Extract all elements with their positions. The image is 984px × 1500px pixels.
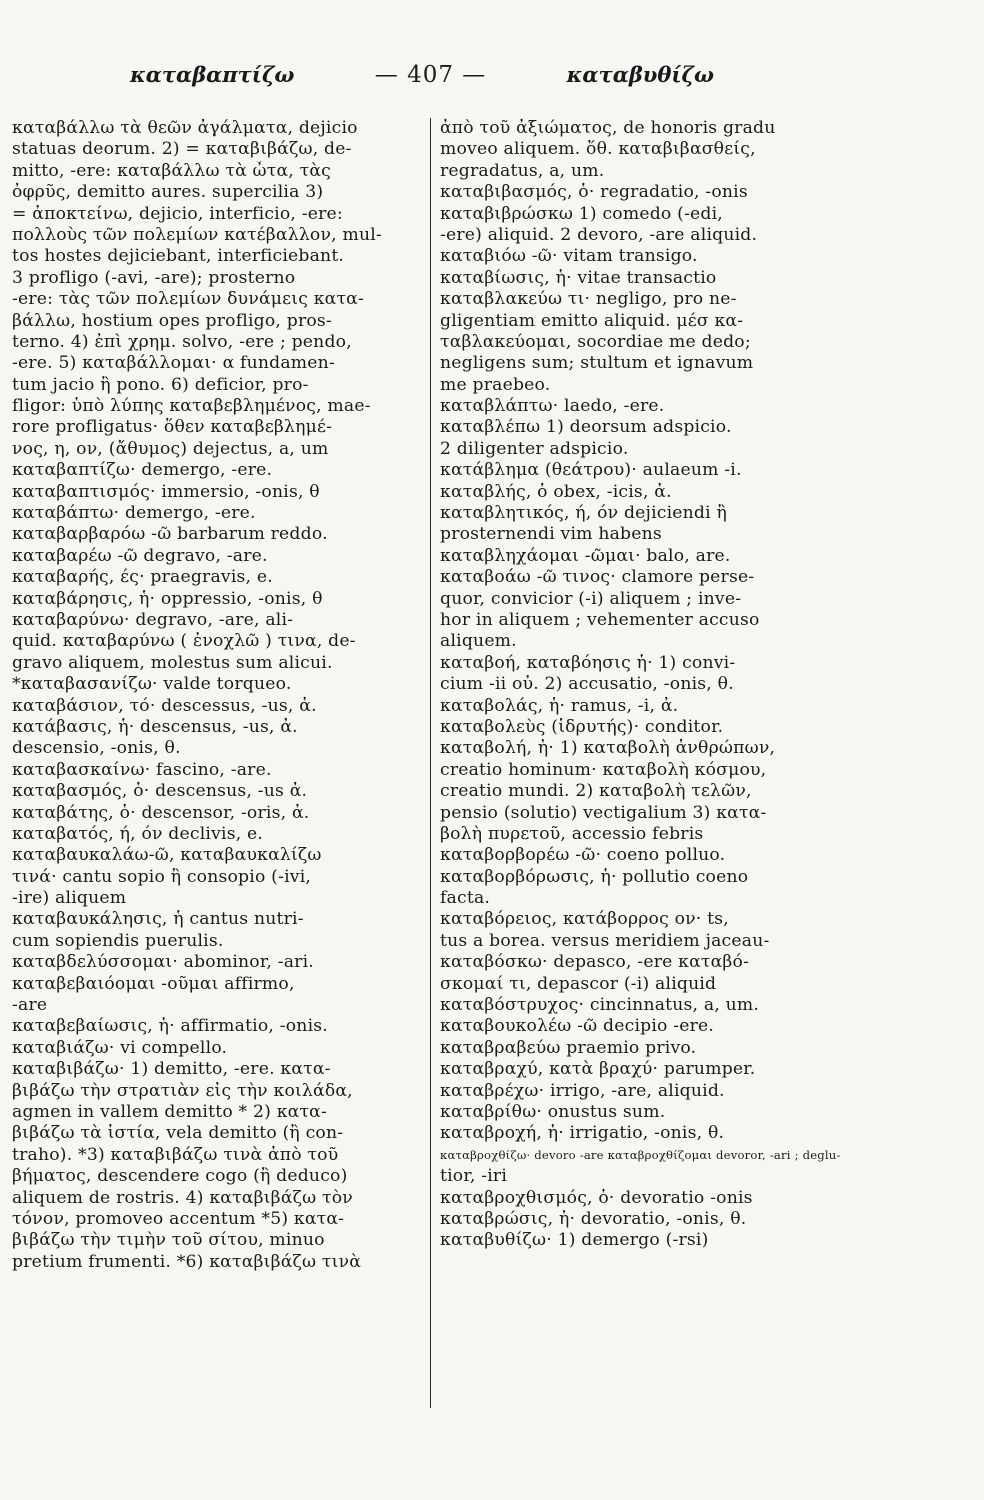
entry-line: fligor: ὑπὸ λύπης καταβεβλημένος, mae-: [12, 396, 371, 417]
entry-line: καταβάλλω τὰ θεῶν ἀγάλματα, dejicio: [12, 118, 358, 138]
entry-line: καταβροχθισμός, ὁ· devoratio -onis: [440, 1187, 753, 1208]
entry-line: καταβίωσις, ἡ· vitae transactio: [440, 267, 717, 288]
entry-line: τόνον, promoveo accentum *5) κατα-: [12, 1208, 345, 1229]
entry-line: καταβρίθω· onustus sum.: [440, 1101, 666, 1122]
entry-line: καταβοάω -ῶ τινος· clamore perse-: [440, 567, 755, 588]
entry-line: facta.: [440, 888, 491, 909]
entry-line: καταβορβορέω -ῶ· coeno polluo.: [440, 845, 726, 866]
entry-line: καταβαρύνω· degravo, -are, ali-: [12, 609, 294, 630]
entry-line: hor in aliquem ; vehementer accuso: [440, 609, 760, 630]
entry-line: -ere) aliquid. 2 devoro, -are aliquid.: [440, 224, 758, 245]
entry-line: καταβλέπω 1) deorsum adspicio.: [440, 417, 732, 438]
entry-line: καταβαρέω -ῶ degravo, -are.: [12, 545, 268, 566]
entry-line: καταβλής, ὁ obex, -icis, ἀ.: [440, 481, 672, 502]
entry-line: traho). *3) καταβιβάζω τινὰ ἀπὸ τοῦ: [12, 1144, 339, 1165]
entry-line: βήματος, descendere cogo (ἢ deduco): [12, 1166, 348, 1187]
entry-line: καταβλακεύω τι· negligo, pro ne-: [440, 289, 737, 310]
entry-line: negligens sum; stultum et ignavum: [440, 353, 754, 374]
entry-line: καταβιβρώσκω 1) comedo (-edi,: [440, 203, 723, 224]
entry-line: = ἀποκτείνω, dejicio, interficio, -ere:: [12, 203, 343, 224]
entry-line: gligentiam emitto aliquid. μέσ κα-: [440, 310, 744, 331]
entry-line: pretium frumenti. *6) καταβιβάζω τινὰ: [12, 1251, 362, 1272]
entry-line: rore profligatus· ὅθεν καταβεβλημέ-: [12, 417, 333, 438]
entry-line: καταβορβόρωσις, ἡ· pollutio coeno: [440, 866, 749, 887]
entry-line: καταβαυκαλάω-ῶ, καταβαυκαλίζω: [12, 845, 322, 866]
entry-line: descensio, -onis, θ.: [12, 738, 181, 759]
entry-line: aliquem.: [440, 631, 517, 652]
entry-line: cium -ii οὐ. 2) accusatio, -onis, θ.: [440, 674, 734, 695]
entry-line: tus a borea. versus meridiem jaceau-: [440, 930, 770, 951]
entry-line: σκομαί τι, depascor (-i) aliquid: [440, 973, 717, 994]
entry-line: βιβάζω τὰ ἱστία, vela demitto (ἢ con-: [12, 1123, 344, 1144]
entry-line: καταβόρειος, κατάβορρος ον· ts,: [440, 909, 729, 930]
entry-line: καταβολάς, ἡ· ramus, -i, ἀ.: [440, 695, 679, 716]
entry-line: καταβραχύ, κατὰ βραχύ· parumper.: [440, 1059, 756, 1080]
entry-line: καταβιόω -ῶ· vitam transigo.: [440, 246, 698, 267]
entry-line: statuas deorum. 2) = καταβιβάζω, de-: [12, 139, 352, 160]
entry-line: -ere: τὰς τῶν πολεμίων δυνάμεις κατα-: [12, 289, 364, 310]
entry-line: νος, η, ον, (ἄθυμος) dejectus, a, um: [12, 438, 329, 459]
entry-line: ὀφρῦς, demitto aures. supercilia 3): [12, 182, 324, 203]
entry-line: terno. 4) ἐπὶ χρημ. solvo, -ere ; pendo,: [12, 331, 352, 352]
running-head: [130, 62, 714, 102]
entry-line: βιβάζω τὴν τιμὴν τοῦ σίτου, minuo: [12, 1230, 325, 1251]
entry-line: καταβουκολέω -ῶ decipio -ere.: [440, 1016, 715, 1037]
entry-line: mitto, -ere: καταβάλλω τὰ ὦτα, τὰς: [12, 160, 331, 181]
entry-line: moveo aliquem. ὅθ. καταβιβασθείς,: [440, 139, 756, 160]
entry-line: καταβάπτω· demergo, -ere.: [12, 503, 256, 524]
entry-line: me praebeo.: [440, 374, 551, 395]
entry-line: καταβοή, καταβόησις ἡ· 1) convi-: [440, 652, 736, 673]
entry-line: pensio (solutio) vectigalium 3) κατα-: [440, 802, 767, 823]
entry-line: κατάβασις, ἡ· descensus, -us, ἀ.: [12, 716, 298, 737]
entry-line: agmen in vallem demitto * 2) κατα-: [12, 1101, 327, 1122]
entry-line: gravo aliquem, molestus sum alicui.: [12, 652, 333, 673]
column-divider: [430, 118, 431, 1408]
entry-line: καταβασμός, ὁ· descensus, -us ἀ.: [12, 781, 308, 802]
entry-line: τινά· cantu sopio ἢ consopio (-ivi,: [12, 866, 312, 887]
entry-line: tum jacio ἢ pono. 6) deficior, pro-: [12, 374, 309, 395]
page-number: — 407 —: [374, 62, 487, 88]
entry-line: *καταβασανίζω· valde torqueo.: [12, 674, 292, 695]
entry-line: καταβολή, ἡ· 1) καταβολὴ ἀνθρώπων,: [440, 738, 776, 759]
entry-line: cum sopiendis puerulis.: [12, 930, 224, 951]
entry-line: καταβάτης, ὁ· descensor, -oris, ἀ.: [12, 802, 310, 823]
entry-line: καταβραβεύω praemio privo.: [440, 1037, 697, 1058]
entry-line: regradatus, a, um.: [440, 160, 605, 181]
entry-line: καταβλάπτω· laedo, -ere.: [440, 396, 665, 417]
entry-line: creatio hominum· καταβολὴ κόσμου,: [440, 759, 767, 780]
entry-line: καταβάρησις, ἡ· oppressio, -onis, θ: [12, 588, 323, 609]
entry-line: βιβάζω τὴν στρατιὰν εἰς τὴν κοιλάδα,: [12, 1080, 353, 1101]
entry-line: καταβρώσις, ἡ· devoratio, -onis, θ.: [440, 1208, 747, 1229]
left-column: [12, 118, 416, 1273]
entry-line: καταβαρβαρόω -ῶ barbarum reddo.: [12, 524, 328, 545]
entry-line: καταβλητικός, ή, όν dejiciendi ἢ: [440, 503, 727, 524]
entry-line: καταβιάζω· vi compello.: [12, 1037, 228, 1058]
entry-line: καταβασκαίνω· fascino, -are.: [12, 759, 272, 780]
entry-line: καταβυθίζω· 1) demergo (-rsi): [440, 1230, 709, 1251]
entry-line: καταβαυκάλησις, ἡ cantus nutri-: [12, 909, 304, 930]
entry-line: ἀπὸ τοῦ ἀξιώματος, de honoris gradu: [440, 118, 776, 138]
entry-line: καταβαρής, ές· praegravis, e.: [12, 567, 273, 588]
entry-line: -are: [12, 995, 48, 1016]
entry-line: -ire) aliquem: [12, 888, 127, 909]
entry-line: quor, convicior (-i) aliquem ; inve-: [440, 588, 742, 609]
entry-line: καταβόστρυχος· cincinnatus, a, um.: [440, 995, 760, 1016]
entry-line: prosternendi vim habens: [440, 524, 662, 545]
entry-line: βάλλω, hostium opes profligo, pros-: [12, 310, 332, 331]
entry-line: tos hostes dejiciebant, interficiebant.: [12, 246, 345, 267]
entry-line: καταβρέχω· irrigo, -are, aliquid.: [440, 1080, 725, 1101]
entry-line: 2 diligenter adspicio.: [440, 438, 629, 459]
entry-line: creatio mundi. 2) καταβολὴ τελῶν,: [440, 781, 752, 802]
entry-line: καταβόσκω· depasco, -ere καταβό-: [440, 952, 750, 973]
entry-line: καταβαπτίζω· demergo, -ere.: [12, 460, 273, 481]
entry-line: καταβατός, ή, όν declivis, e.: [12, 823, 264, 844]
entry-line: 3 profligo (-avi, -are); prosterno: [12, 267, 296, 288]
entry-line: πολλοὺς τῶν πολεμίων κατέβαλλον, mul-: [12, 224, 382, 245]
entry-line: tior, -iri: [440, 1166, 508, 1187]
entry-line: aliquem de rostris. 4) καταβιβάζω τὸν: [12, 1187, 353, 1208]
entry-line: καταβροχθίζω· devoro -are καταβροχθίζομαι devoror, -ari ; deglu-: [440, 1147, 841, 1162]
header-last-word: καταβυθίζω: [566, 62, 714, 87]
entry-line: -ere. 5) καταβάλλομαι· α fundamen-: [12, 353, 335, 374]
entry-line: καταβληχάομαι -ῶμαι· balo, are.: [440, 545, 731, 566]
entry-line: βολὴ πυρετοῦ, accessio febris: [440, 823, 704, 844]
entry-line: καταβιβάζω· 1) demitto, -ere. κατα-: [12, 1059, 331, 1080]
entry-line: καταβεβαίωσις, ἡ· affirmatio, -onis.: [12, 1016, 328, 1037]
entry-line: quid. καταβαρύνω ( ἐνοχλῶ ) τινα, de-: [12, 631, 356, 652]
right-column: [440, 118, 844, 1252]
entry-line: καταβροχή, ἡ· irrigatio, -onis, θ.: [440, 1123, 725, 1144]
entry-line: καταβολεὺς (ἱδρυτής)· conditor.: [440, 716, 724, 737]
header-first-word: καταβαπτίζω: [130, 62, 295, 87]
entry-line: καταβιβασμός, ὁ· regradatio, -onis: [440, 182, 748, 203]
entry-line: καταβαπτισμός· immersio, -onis, θ: [12, 481, 320, 502]
entry-line: ταβλακεύομαι, socordiae me dedo;: [440, 331, 751, 352]
entry-line: καταβάσιον, τό· descessus, -us, ἀ.: [12, 695, 317, 716]
entry-line: καταβδελύσσομαι· abominor, -ari.: [12, 952, 314, 973]
entry-line: κατάβλημα (θεάτρου)· aulaeum -i.: [440, 460, 742, 481]
entry-line: καταβεβαιόομαι -οῦμαι affirmo,: [12, 973, 295, 994]
